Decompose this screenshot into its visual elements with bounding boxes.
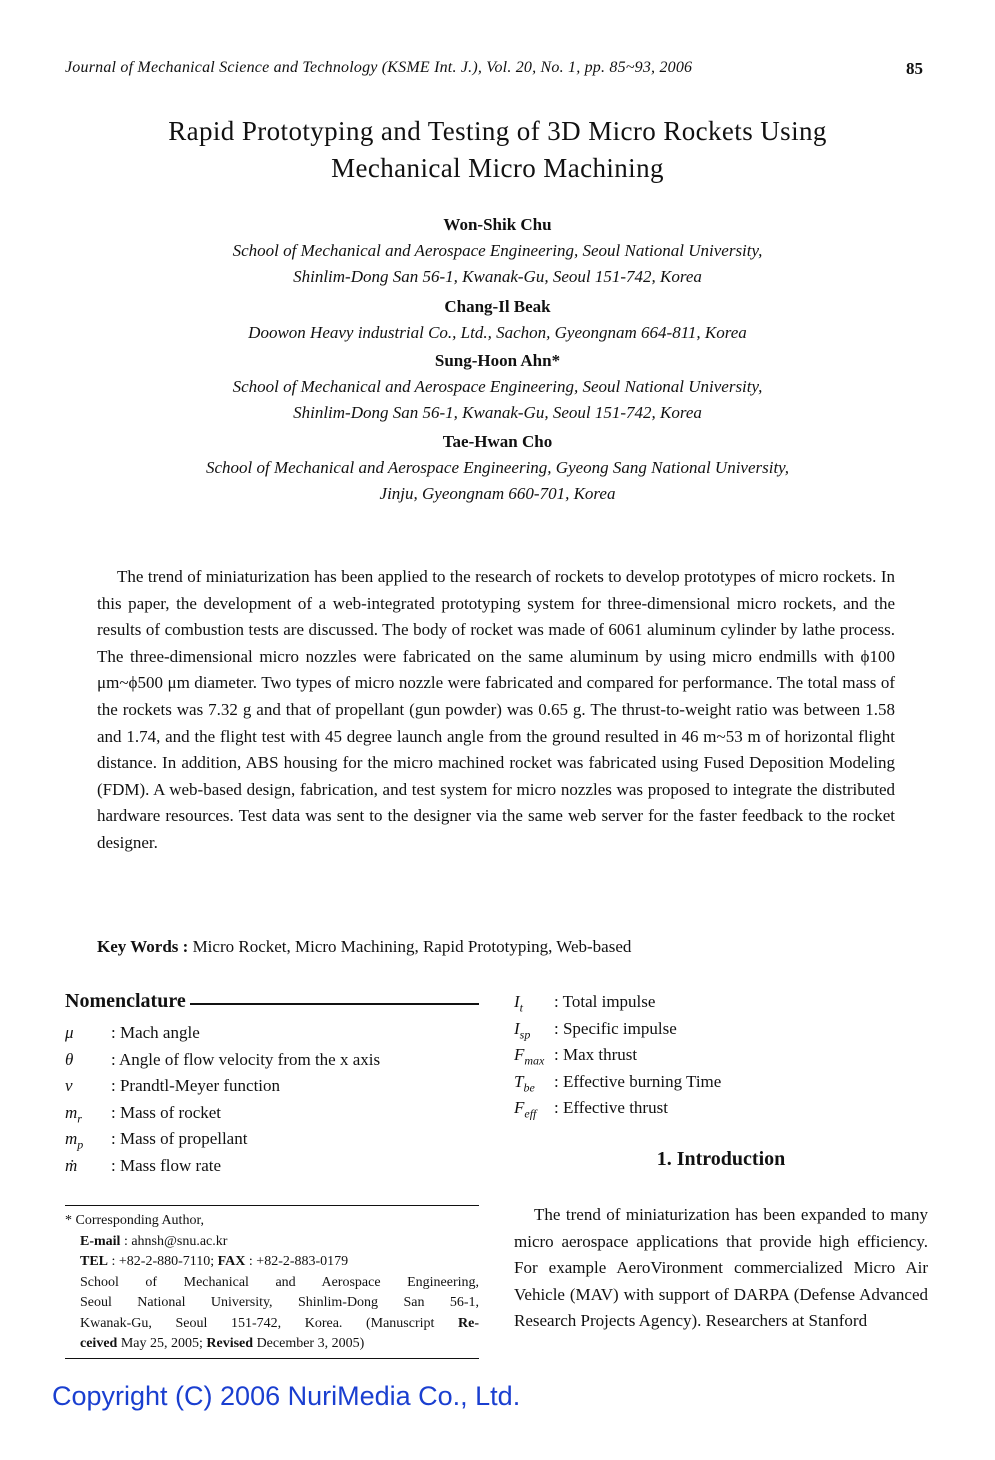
abstract: The trend of miniaturization has been applied to the research of rockets to develop prototypes of micro rockets. In this paper, the development of a web-integrated prototyping system for three-dimensional micro rockets, and the results of combustion tests are discussed. The body of rocket was made of 6061 aluminum cylinder by lathe process. The three-dimensional micro nozzles were fabricated on the same aluminum by using micro endmills with ϕ100 μm~ϕ500 μm diameter. Two types of micro nozzle were fabricated and compared for performance. The total mass of the rockets was 7.32 g and that of propellant (gun powder) was 0.65 g. The thrust-to-weight ratio was between 1.58 and 1.74, and the flight test with 45 degree launch angle from the ground resulted in 46 m~53 m of horizontal flight distance. In addition, ABS housing for the micro machined rocket was fabricated using Fused Deposition Modeling (FDM). A web-based design, fabrication, and test system for micro nozzles was proposed to integrate the distributed hardware resources. Test data was sent to the designer via the same web server for the faster feedback to the rocket designer. (97, 567, 895, 852)
received-label-cont: ceived (80, 1336, 118, 1351)
nomenclature-symbol: $I_{sp}$ (514, 1018, 531, 1041)
nomenclature-definition: : Mass of rocket (111, 1102, 222, 1122)
nomenclature-symbol: θ (65, 1049, 74, 1069)
author-affiliation: School of Mechanical and Aerospace Engineering, Gyeong Sang National University, (205, 458, 790, 477)
nomenclature-row (65, 1100, 485, 1127)
author-block-4 (60, 429, 935, 507)
keywords-text: Micro Rocket, Micro Machining, Rapid Prototyping, Web-based (192, 937, 632, 956)
nomenclature-row (514, 989, 934, 1016)
nomenclature-symbol: ṁ (65, 1155, 78, 1175)
footnote-address: School of Mechanical and Aerospace Engineering, (80, 1274, 479, 1290)
introduction-text: The trend of miniaturization has been expanded to many micro aerospace applications that provide high efficiency. For example AeroVironment commercialized Micro Air Vehicle (MAV) with support of DARPA (Defense Advanced Research Projects Agency). Researchers at Stanford (514, 1205, 928, 1331)
email-label: E-mail (80, 1233, 121, 1249)
nomenclature-row (65, 1020, 485, 1047)
nomenclature-symbol: $F_{eff}$ (514, 1098, 537, 1121)
nomenclature-definition: : Mach angle (111, 1023, 200, 1042)
author-affiliation: Shinlim-Dong San 56-1, Kwanak-Gu, Seoul 151-742, Korea (293, 403, 702, 422)
nomenclature-symbol: $T_{be}$ (514, 1071, 535, 1095)
footnote-line: * Corresponding Author, (65, 1213, 205, 1228)
nomenclature-symbol: $m_r$ (65, 1102, 82, 1126)
nomenclature-title: Nomenclature (65, 990, 186, 1012)
nomenclature-rule (190, 1003, 479, 1005)
nomenclature-row (65, 1047, 485, 1074)
author-affiliation: Doowon Heavy industrial Co., Ltd., Sachon, Gyeongnam 664-811, Korea (248, 323, 747, 342)
author-affiliation: School of Mechanical and Aerospace Engineering, Seoul National University, (232, 241, 763, 260)
nomenclature-definition: : Mass of propellant (111, 1129, 248, 1149)
author-name: Won-Shik Chu (443, 215, 552, 234)
tel-label: TEL (80, 1254, 109, 1269)
nomenclature-row (65, 1073, 485, 1100)
footnote-phone (65, 1252, 479, 1273)
nomenclature-definition: : Mass flow rate (111, 1155, 222, 1175)
nomenclature-row (514, 1069, 934, 1096)
nomenclature-row (514, 1016, 934, 1043)
revised-date: December 3, 2005) (256, 1336, 365, 1351)
nomenclature-heading (65, 990, 479, 1013)
nomenclature-definition: : Total impulse (554, 992, 656, 1011)
email-value: : ahnsh@snu.ac.kr (123, 1233, 228, 1249)
keywords (97, 937, 631, 957)
nomenclature-symbol: $m_p$ (65, 1129, 84, 1152)
footnote-address: Seoul National University, Shinlim-Dong San 56-1, (80, 1295, 479, 1310)
nomenclature-row (65, 1153, 485, 1180)
title-line-1: Rapid Prototyping and Testing of 3D Micro Rockets Using (168, 116, 827, 146)
footnote-dates (65, 1334, 479, 1355)
nomenclature-symbol: μ (65, 1023, 74, 1042)
received-date: May 25, 2005; (120, 1336, 203, 1351)
nomenclature-definition: : Effective thrust (554, 1098, 668, 1118)
nomenclature-row (514, 1042, 934, 1069)
revised-label: Revised (206, 1336, 254, 1351)
nomenclature-symbol: ν (65, 1076, 73, 1096)
corresponding-author-footnote (65, 1205, 479, 1359)
nomenclature-list-left (65, 1020, 485, 1180)
author-name: Chang-Il Beak (444, 297, 551, 316)
nomenclature-definition: : Max thrust (554, 1045, 638, 1065)
footnote-address-text: Kwanak-Gu, Seoul 151-742, Korea. (Manuscript (80, 1315, 435, 1331)
footnote-email (65, 1232, 479, 1253)
nomenclature-definition: : Effective burning Time (554, 1071, 722, 1091)
title-line-2: Mechanical Micro Machining (331, 153, 664, 183)
copyright-watermark: Copyright (C) 2006 NuriMedia Co., Ltd. (52, 1381, 521, 1411)
page-number: 85 (906, 59, 923, 78)
journal-citation: Journal of Mechanical Science and Technology (KSME Int. J.), Vol. 20, No. 1, pp. 85~93, 2006 (65, 59, 693, 76)
fax-value: : +82-2-883-0179 (248, 1254, 349, 1269)
nomenclature-symbol: $I_t$ (514, 992, 524, 1015)
nomenclature-definition: : Prandtl-Meyer function (111, 1076, 281, 1096)
author-name: Sung-Hoon Ahn* (434, 351, 561, 370)
author-affiliation: Jinju, Gyeongnam 660-701, Korea (379, 484, 616, 503)
author-affiliation: Shinlim-Dong San 56-1, Kwanak-Gu, Seoul 151-742, Korea (293, 267, 702, 286)
tel-value: : +82-2-880-7110; (111, 1254, 215, 1269)
author-block-2 (60, 294, 935, 346)
nomenclature-row (514, 1095, 934, 1122)
nomenclature-symbol: $F_{max}$ (514, 1045, 545, 1068)
author-block-3 (60, 348, 935, 426)
fax-label: FAX (217, 1254, 246, 1269)
author-block-1 (60, 212, 935, 290)
nomenclature-list-right (514, 989, 934, 1122)
keywords-label: Key Words : (97, 937, 189, 956)
nomenclature-definition: : Angle of flow velocity from the x axis (111, 1049, 381, 1069)
footnote-address (65, 1314, 479, 1335)
introduction-heading: 1. Introduction (656, 1148, 786, 1170)
received-label: Re- (458, 1315, 479, 1331)
author-affiliation: School of Mechanical and Aerospace Engineering, Seoul National University, (232, 377, 763, 396)
author-name: Tae-Hwan Cho (442, 432, 553, 451)
paper-title (60, 113, 935, 187)
nomenclature-definition: : Specific impulse (554, 1018, 677, 1038)
nomenclature-row (65, 1126, 485, 1153)
